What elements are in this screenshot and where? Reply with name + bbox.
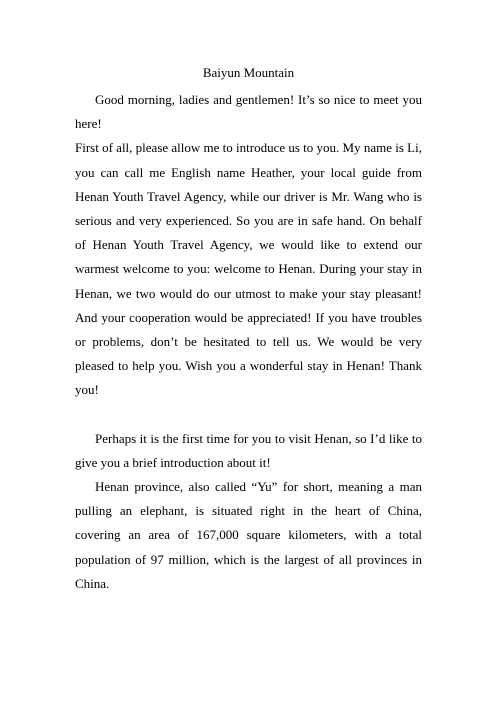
- paragraph-introduction: First of all, please allow me to introduce us to you. My name is Li, you can call me English name Heather, your local guide from Henan Youth Travel Agency, while our driver is Mr. Wang who is serious and very experienced. So you are in safe hand. On behalf of Henan Youth Travel Agency, we would like to extend our warmest welcome to you: welcome to Henan. During your stay in Henan, we two would do our utmost to make your stay pleasant! And your cooperation would be appreciated! If you have troubles or problems, don’t be hesitated to tell us. We would be very pleased to help you. Wish you a wonderful stay in Henan! Thank you!: [75, 140, 422, 398]
- paragraph-greeting: Good morning, ladies and gentlemen! It’s so nice to meet you here!: [75, 92, 422, 132]
- paragraph-henan-province: Henan province, also called “Yu” for short, meaning a man pulling an elephant, is situated right in the heart of China, covering an area of 167,000 square kilometers, with a total population of 97 million, which is the largest of all provinces in China.: [75, 479, 422, 591]
- paragraph-henan-intro: Perhaps it is the first time for you to visit Henan, so I’d like to give you a brief introduction about it!: [75, 430, 422, 470]
- document-page: [75, 64, 422, 596]
- document-title: Baiyun Mountain: [202, 65, 295, 80]
- paragraph-spacer: [75, 403, 422, 427]
